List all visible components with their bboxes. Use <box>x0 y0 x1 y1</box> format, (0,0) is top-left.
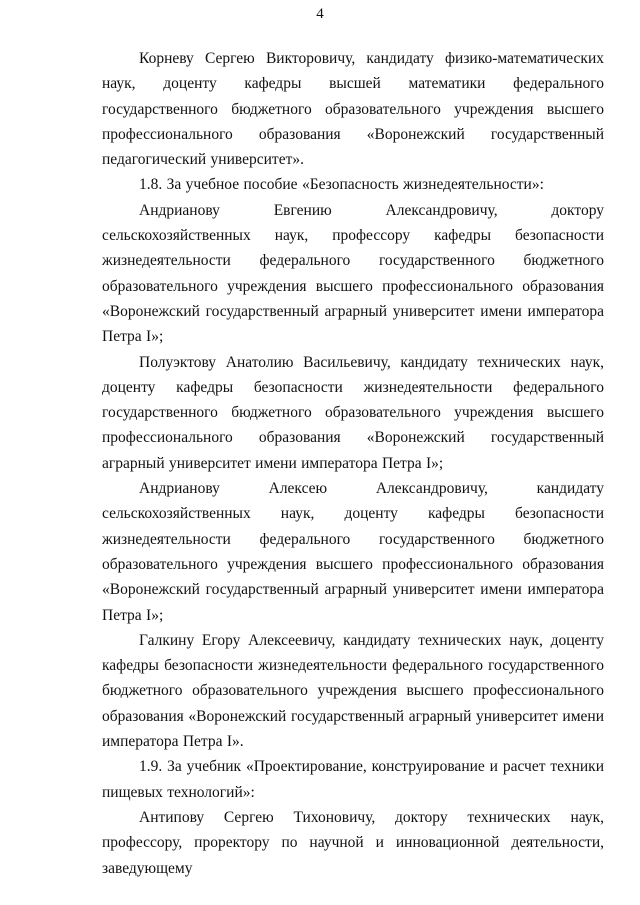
page-number: 4 <box>316 6 324 22</box>
paragraph-galkin: Галкину Егору Алексеевичу, кандидату технических наук, доценту кафедры безопасности жизнедеятельности федерального государственного бюджетного образовательного учреждения высшего профессионального образования «Воронежский государственный аграрный университет имени императора Петра I». <box>102 631 604 751</box>
document-body <box>102 46 604 881</box>
paragraph-antipov: Антипову Сергею Тихоновичу, доктору технических наук, профессору, проректору по научной и инновационной деятельности, заведующему <box>102 808 604 877</box>
paragraph-section-1-8-heading: 1.8. За учебное пособие «Безопасность жизнедеятельности»: <box>139 176 544 194</box>
paragraph-poluektov: Полуэктову Анатолию Васильевичу, кандидату технических наук, доценту кафедры безопасности жизнедеятельности федерального государственного бюджетного образовательного учреждения высшего профессионального образования «Воронежский государственный аграрный университет имени императора Петра I»; <box>102 353 604 472</box>
paragraph-korneva: Корневу Сергею Викторовичу, кандидату физико-математических наук, доценту кафедры высшей математики федерального государственного бюджетного образовательного учреждения высшего профессионального образования «Воронежский государственный педагогический университет». <box>102 50 604 169</box>
paragraph-andrianov-evgeny: Андрианову Евгению Александровичу, доктору сельскохозяйственных наук, профессору кафедры безопасности жизнедеятельности федерального государственного бюджетного образовательного учреждения высшего профессионального образования «Воронежский государственный аграрный университет имени императора Петра I»; <box>102 201 604 346</box>
paragraph-section-1-9-heading: 1.9. За учебник «Проектирование, конструирование и расчет техники пищевых технологий»: <box>102 758 604 801</box>
paragraph-andrianov-alexey: Андрианову Алексею Александровичу, кандидату сельскохозяйственных наук, доценту кафедры безопасности жизнедеятельности федерального государственного бюджетного образовательного учреждения высшего профессионального образования «Воронежский государственный аграрный университет имени императора Петра I»; <box>102 480 604 624</box>
